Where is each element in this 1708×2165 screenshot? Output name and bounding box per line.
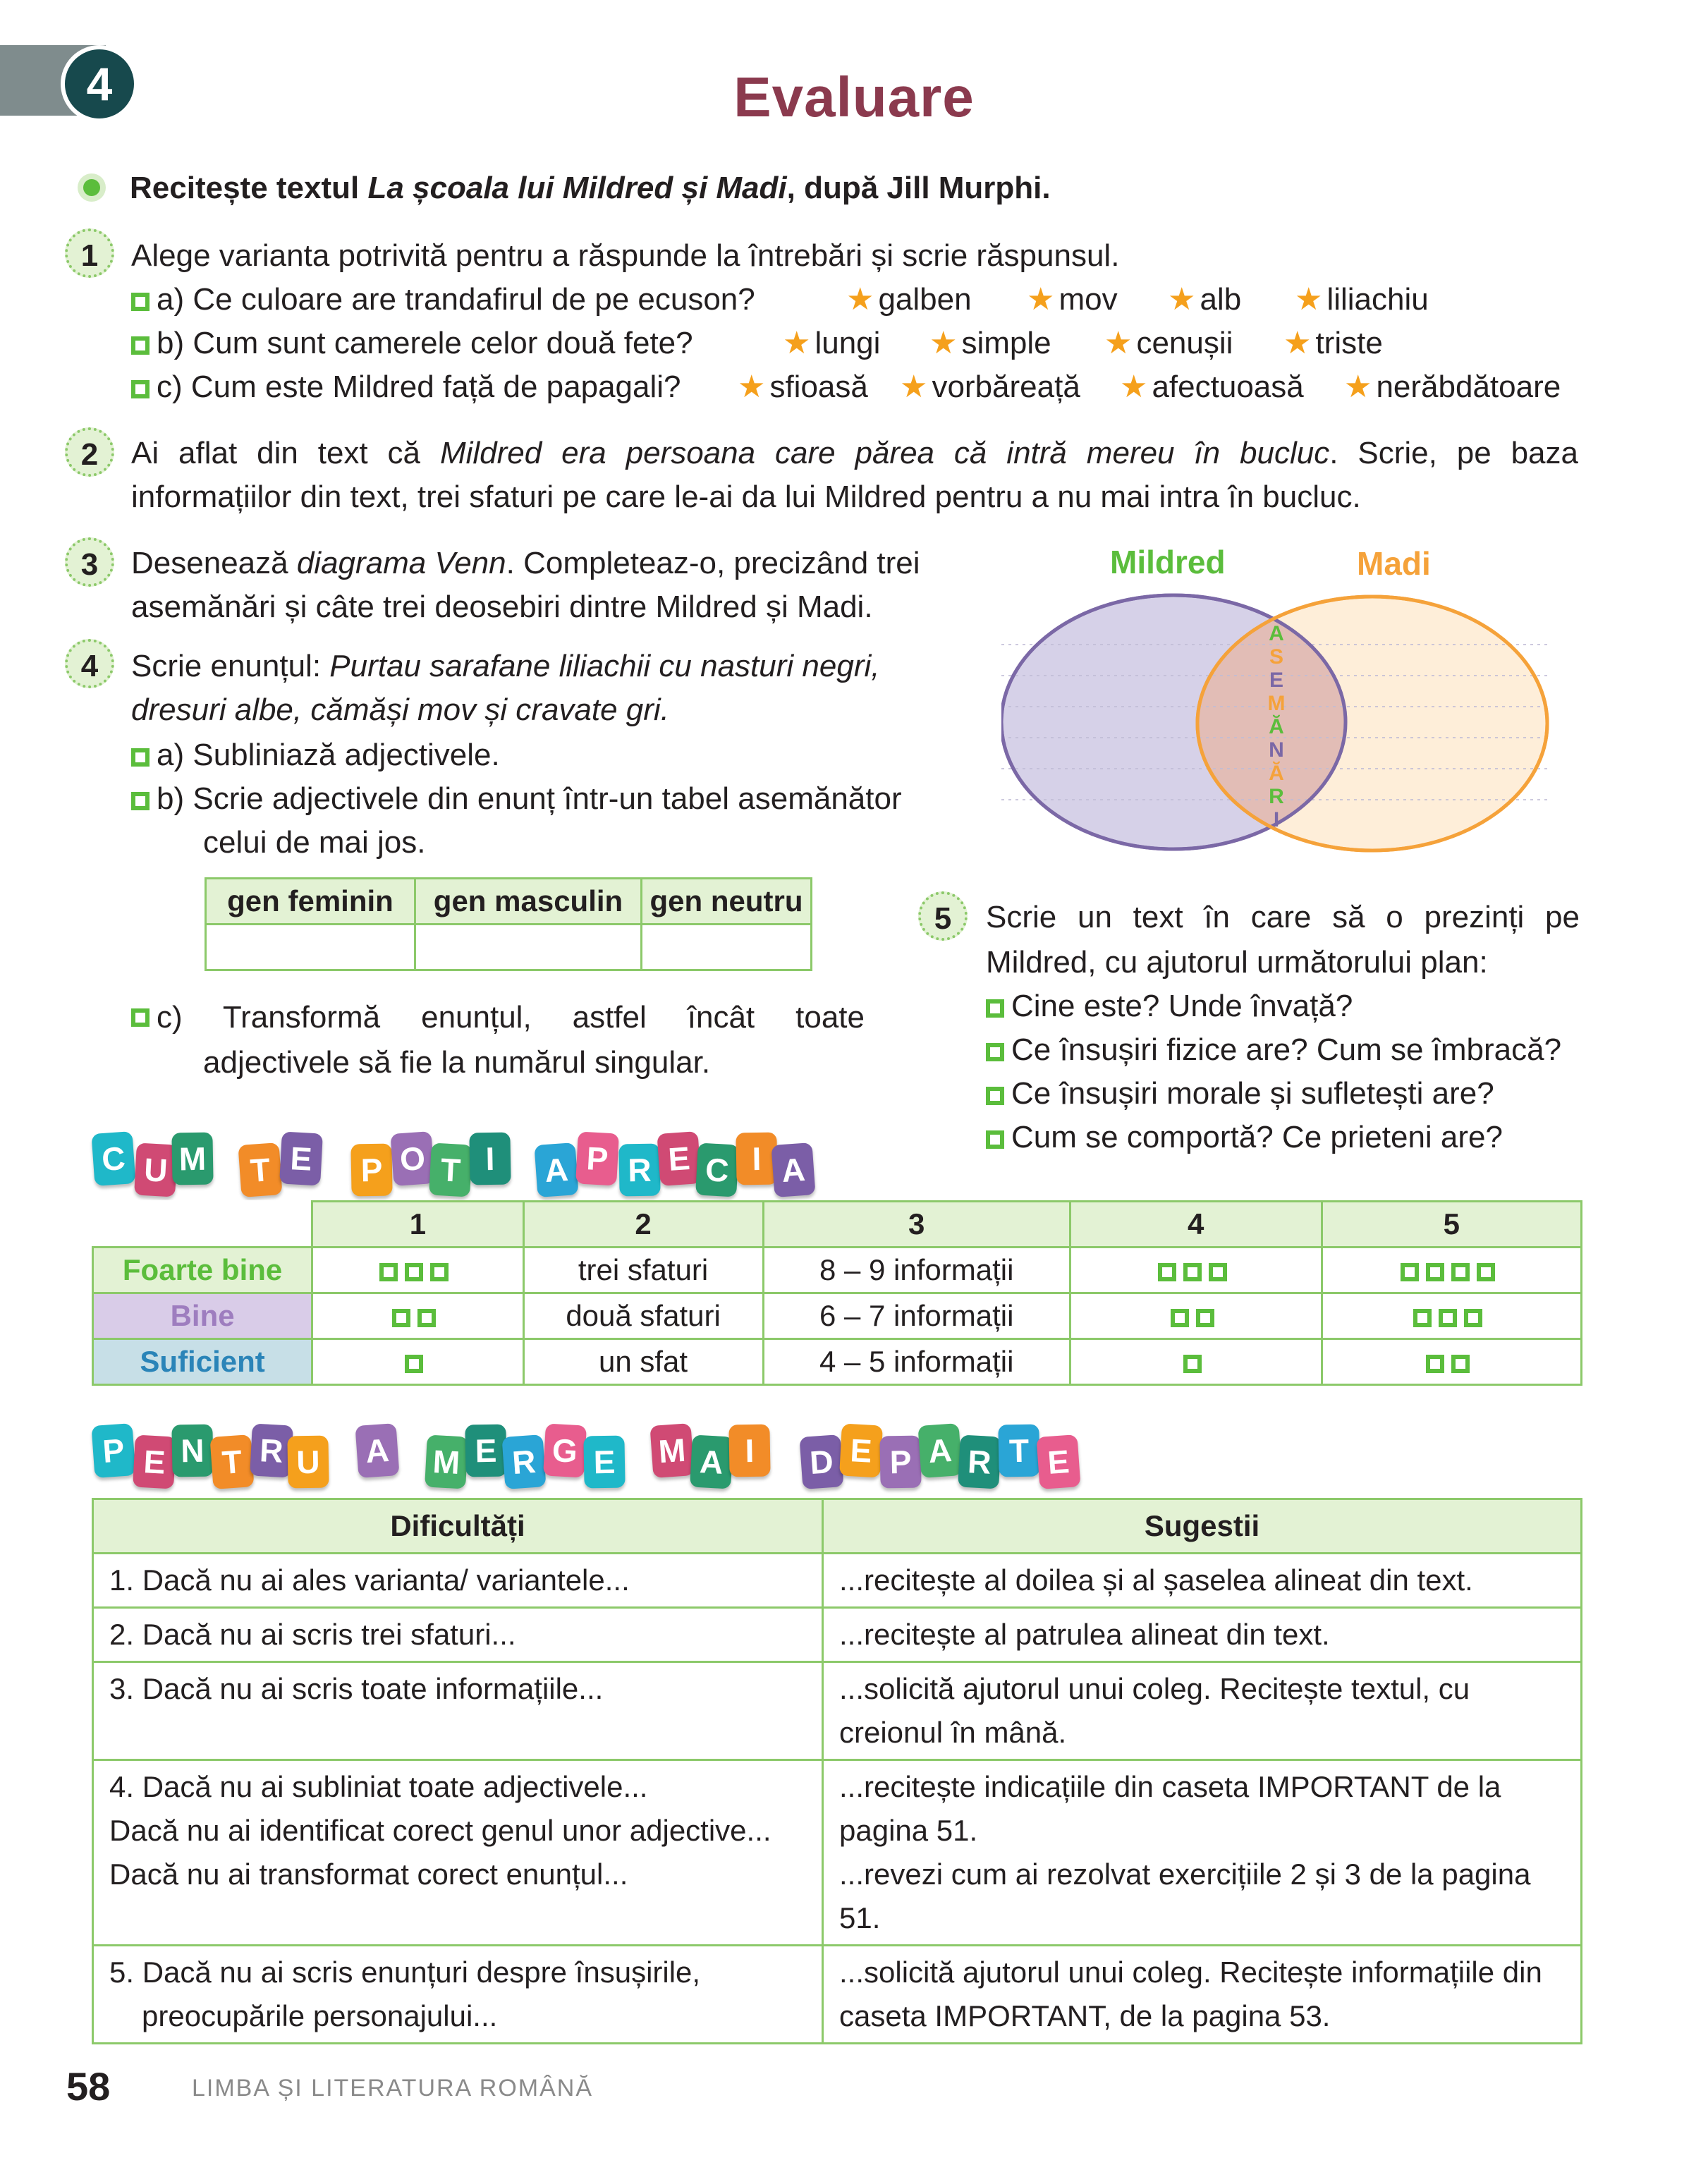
- gender-header: gen masculin: [415, 879, 642, 925]
- exercise-1-question: b) Cum sunt camerele celor două fete?: [131, 322, 693, 365]
- banner-letter-tile: U: [287, 1435, 329, 1488]
- answer-option[interactable]: ★ mov: [1027, 282, 1118, 317]
- exercise-4-c-cont: adjectivele să fie la numărul singular.: [203, 1045, 711, 1080]
- answer-option[interactable]: ★ afectuoasă: [1120, 370, 1304, 404]
- exercise-1-prompt: Alege varianta potrivită pentru a răspunde la întrebări și scrie răspunsul.: [131, 238, 1120, 273]
- star-icon: ★: [1027, 282, 1055, 317]
- suggestion-line: ...solicită ajutorul unui coleg. Recitește informațiile din: [839, 1956, 1542, 1989]
- banner-letter-tile: N: [171, 1424, 213, 1477]
- exercise-2-line1: Ai aflat din text că Mildred era persoana care părea că intră mereu în bucluc. Scrie, pe baza: [131, 436, 1579, 470]
- banner-letter-tile: E: [465, 1424, 506, 1477]
- checkbox-icon: [1464, 1309, 1482, 1327]
- star-icon: ★: [1283, 326, 1312, 360]
- suggestion-line: ...recitește indicațiile din caseta IMPORTANT de la: [839, 1770, 1501, 1803]
- checkbox-icon: [379, 1263, 398, 1281]
- level-info: 4 – 5 informații: [763, 1339, 1070, 1385]
- banner-letter-tile: T: [209, 1434, 254, 1489]
- suggestion-line: pagina 51.: [839, 1814, 978, 1847]
- venn-label-mildred: Mildred: [1110, 544, 1226, 580]
- bullet-icon: [83, 179, 100, 196]
- level-boxes: [1070, 1293, 1322, 1339]
- level-label: Bine: [93, 1293, 312, 1339]
- checkbox-icon: [1158, 1263, 1176, 1281]
- difficulty-row: [93, 1608, 1582, 1662]
- suggestion-line: caseta IMPORTANT, de la pagina 53.: [839, 1999, 1331, 2032]
- plan-item: Ce însușiri fizice are? Cum se îmbracă?: [986, 1028, 1561, 1072]
- exercise-5-line1: Scrie un text în care să o prezinți pe: [986, 900, 1580, 934]
- checkbox-icon: [1183, 1263, 1202, 1281]
- evaluation-header: 3: [763, 1202, 1070, 1248]
- suggestion-line: creionul în mână.: [839, 1716, 1067, 1749]
- intro-line: Recitește textul La școala lui Mildred și Madi, după Jill Murphi.: [130, 171, 1051, 205]
- checkbox-icon: [1183, 1355, 1202, 1373]
- answer-option[interactable]: ★ liliachiu: [1295, 282, 1429, 317]
- banner-letter-tile: G: [543, 1424, 587, 1478]
- evaluation-header: 1: [312, 1202, 523, 1248]
- answer-option[interactable]: ★ galben: [846, 282, 972, 317]
- difficulty-line: 4. Dacă nu ai subliniat toate adjectivele...: [109, 1770, 648, 1803]
- level-boxes: [312, 1248, 523, 1293]
- page-number: 58: [66, 2064, 111, 2109]
- checkbox-icon: [1413, 1309, 1432, 1327]
- banner-letter-tile: A: [534, 1142, 578, 1197]
- suggestion-line: ...recitește al doilea și al șaselea alineat din text.: [839, 1563, 1473, 1597]
- plan-item: Cine este? Unde învață?: [986, 984, 1353, 1028]
- star-icon: ★: [1168, 282, 1196, 317]
- checkbox-icon: [1451, 1355, 1470, 1373]
- exercise-1-question: a) Ce culoare are trandafirul de pe ecuson?: [131, 278, 755, 322]
- level-advice: trei sfaturi: [523, 1248, 763, 1293]
- level-info: 6 – 7 informații: [763, 1293, 1070, 1339]
- banner-letter-tile: R: [958, 1435, 1001, 1489]
- exercise-4-line2: dresuri albe, cămăși mov și cravate gri.: [131, 693, 669, 727]
- answer-option[interactable]: ★ vorbăreață: [900, 370, 1080, 404]
- difficulty-row: [93, 1554, 1582, 1608]
- difficulty-line: 2. Dacă nu ai scris trei sfaturi...: [109, 1618, 516, 1651]
- level-boxes: [1322, 1293, 1582, 1339]
- banner-letter-tile: P: [91, 1423, 135, 1478]
- banner-letter-tile: E: [279, 1132, 323, 1186]
- level-boxes: [1070, 1339, 1322, 1385]
- evaluation-header: 5: [1322, 1202, 1582, 1248]
- banner-letter-tile: C: [91, 1131, 135, 1186]
- checkbox-icon: [1477, 1263, 1495, 1281]
- banner-letter-tile: A: [771, 1142, 815, 1197]
- checkbox-icon: [405, 1263, 423, 1281]
- evaluation-header: 2: [523, 1202, 763, 1248]
- level-info: 8 – 9 informații: [763, 1248, 1070, 1293]
- difficulties-header: Dificultăți: [93, 1499, 823, 1554]
- gender-cell[interactable]: [415, 925, 642, 970]
- star-icon: ★: [1104, 326, 1133, 360]
- checkbox-icon: [1426, 1263, 1444, 1281]
- banner-letter-tile: P: [879, 1435, 921, 1488]
- exercise-4-number: 4: [65, 639, 114, 688]
- level-boxes: [312, 1339, 523, 1385]
- banner-letter-tile: P: [575, 1132, 619, 1186]
- banner-letter-tile: R: [250, 1424, 293, 1478]
- checkbox-icon: [1401, 1263, 1419, 1281]
- answer-option[interactable]: ★ simple: [929, 326, 1051, 360]
- difficulty-line: 5. Dacă nu ai scris enunțuri despre însușirile,: [109, 1956, 701, 1989]
- banner-letter-tile: E: [1036, 1434, 1080, 1489]
- level-boxes: [312, 1293, 523, 1339]
- banner-letter-tile: I: [736, 1132, 777, 1185]
- difficulty-line: 1. Dacă nu ai ales varianta/ variantele...: [109, 1563, 630, 1597]
- exercise-2-number: 2: [65, 427, 114, 477]
- page-title: Evaluare: [733, 66, 975, 128]
- checkbox-icon: [405, 1355, 423, 1373]
- plan-item: Ce însușiri morale și sufletești are?: [986, 1072, 1494, 1116]
- exercise-4-c: c) Transformă enunțul, astfel încât toate: [131, 996, 865, 1039]
- exercise-3-line2: asemănări și câte trei deosebiri dintre Mildred și Madi.: [131, 590, 873, 624]
- level-label: Suficient: [93, 1339, 312, 1385]
- checkbox-icon: [1451, 1263, 1470, 1281]
- difficulty-row: [93, 1946, 1582, 2044]
- star-icon: ★: [1120, 370, 1148, 404]
- gender-header: gen feminin: [206, 879, 415, 925]
- chapter-badge: 4: [61, 45, 138, 123]
- exercise-4-line1: Scrie enunțul: Purtau sarafane liliachii cu nasturi negri,: [131, 649, 880, 683]
- banner-letter-tile: R: [618, 1143, 660, 1196]
- exercise-5-number: 5: [918, 891, 968, 941]
- exercise-5-line2: Mildred, cu ajutorul următorului plan:: [986, 945, 1488, 980]
- answer-option[interactable]: ★ lungi: [783, 326, 881, 360]
- banner-letter-tile: T: [238, 1142, 282, 1197]
- banner-letter-tile: R: [501, 1434, 546, 1489]
- difficulty-line: preocupările personajului...: [142, 1999, 498, 2032]
- banner-letter-tile: D: [799, 1434, 843, 1489]
- checkbox-icon: [1439, 1309, 1457, 1327]
- difficulty-line: 3. Dacă nu ai scris toate informațiile...: [109, 1672, 604, 1705]
- plan-item: Cum se comportă? Ce prieteni are?: [986, 1116, 1503, 1159]
- gender-header: gen neutru: [642, 879, 812, 925]
- star-icon: ★: [929, 326, 958, 360]
- banner-letter-tile: M: [649, 1423, 694, 1478]
- difficulty-row: [93, 1760, 1582, 1946]
- gender-table: [205, 877, 812, 971]
- suggestion-line: ...solicită ajutorul unui coleg. Recitește textul, cu: [839, 1672, 1470, 1705]
- evaluation-row: [93, 1339, 1582, 1385]
- exercise-3-line1: Desenează diagrama Venn. Completeaz-o, precizând trei: [131, 546, 920, 580]
- banner-letter-tile: E: [583, 1435, 625, 1488]
- venn-similarities-label: A S E M Ă N Ă R I: [1267, 622, 1286, 831]
- banner-letter-tile: M: [171, 1132, 213, 1185]
- star-icon: ★: [738, 370, 766, 404]
- answer-option[interactable]: ★ nerăbdătoare: [1344, 370, 1561, 404]
- difficulty-line: Dacă nu ai transformat corect enunțul...: [109, 1858, 628, 1891]
- exercise-1-number: 1: [65, 228, 114, 278]
- banner-letter-tile: T: [998, 1424, 1039, 1477]
- banner-letter-tile: O: [390, 1131, 434, 1186]
- exercise-4-a: a) Subliniază adjectivele.: [131, 733, 500, 777]
- banner-letter-tile: P: [350, 1143, 392, 1196]
- banner-letter-tile: E: [133, 1435, 176, 1489]
- exercise-4-b-cont: celui de mai jos.: [203, 825, 426, 860]
- level-boxes: [1322, 1339, 1582, 1385]
- answer-option[interactable]: ★ alb: [1168, 282, 1242, 317]
- level-label: Foarte bine: [93, 1248, 312, 1293]
- suggestion-line: ...revezi cum ai rezolvat exercițiile 2 și 3 de la pagina 51.: [839, 1858, 1531, 1934]
- difficulty-line: Dacă nu ai identificat corect genul unor adjective...: [109, 1814, 771, 1847]
- exercise-4-b: b) Scrie adjectivele din enunț într-un tabel asemănător: [131, 777, 902, 821]
- answer-option[interactable]: ★ cenușii: [1104, 326, 1233, 360]
- checkbox-icon: [1171, 1309, 1189, 1327]
- star-icon: ★: [1344, 370, 1372, 404]
- evaluation-row: [93, 1248, 1582, 1293]
- gender-cell[interactable]: [206, 925, 415, 970]
- banner-letter-tile: A: [690, 1435, 733, 1489]
- evaluation-table: [92, 1200, 1582, 1386]
- banner-letter-tile: E: [657, 1131, 701, 1186]
- banner-letter-tile: E: [839, 1424, 883, 1478]
- exercise-1-question: c) Cum este Mildred față de papagali?: [131, 365, 681, 409]
- suggestion-line: ...recitește al patrulea alineat din text.: [839, 1618, 1330, 1651]
- checkbox-icon: [1196, 1309, 1214, 1327]
- suggestions-header: Sugestii: [823, 1499, 1582, 1554]
- checkbox-icon: [1426, 1355, 1444, 1373]
- exercise-2-line2: informațiilor din text, trei sfaturi pe care le-ai da lui Mildred pentru a nu mai intra în bucluc.: [131, 480, 1361, 514]
- checkbox-icon: [1209, 1263, 1227, 1281]
- banner-letter-tile: I: [469, 1132, 511, 1185]
- banner-letter-tile: C: [695, 1143, 739, 1197]
- evaluation-header: [93, 1202, 312, 1248]
- answer-option[interactable]: ★ sfioasă: [738, 370, 868, 404]
- gender-cell[interactable]: [642, 925, 812, 970]
- banner-letter-tile: T: [429, 1143, 472, 1197]
- difficulty-row: [93, 1662, 1582, 1760]
- level-advice: două sfaturi: [523, 1293, 763, 1339]
- banner-letter-tile: I: [728, 1424, 770, 1477]
- banner-letter-tile: M: [425, 1435, 468, 1489]
- banner-letter-tile: U: [134, 1143, 178, 1197]
- star-icon: ★: [1295, 282, 1323, 317]
- banner-letter-tile: A: [917, 1423, 962, 1478]
- level-boxes: [1322, 1248, 1582, 1293]
- star-icon: ★: [783, 326, 811, 360]
- star-icon: ★: [846, 282, 874, 317]
- level-advice: un sfat: [523, 1339, 763, 1385]
- checkbox-icon: [392, 1309, 410, 1327]
- checkbox-icon: [430, 1263, 449, 1281]
- star-icon: ★: [900, 370, 928, 404]
- banner-letter-tile: A: [355, 1423, 399, 1478]
- level-boxes: [1070, 1248, 1322, 1293]
- checkbox-icon: [417, 1309, 436, 1327]
- answer-option[interactable]: ★ triste: [1283, 326, 1383, 360]
- exercise-3-number: 3: [65, 537, 114, 587]
- venn-label-madi: Madi: [1357, 545, 1431, 582]
- difficulties-table: [92, 1498, 1582, 2044]
- evaluation-header: 4: [1070, 1202, 1322, 1248]
- evaluation-row: [93, 1293, 1582, 1339]
- subject-label: LIMBA ȘI LITERATURA ROMÂNĂ: [192, 2075, 594, 2102]
